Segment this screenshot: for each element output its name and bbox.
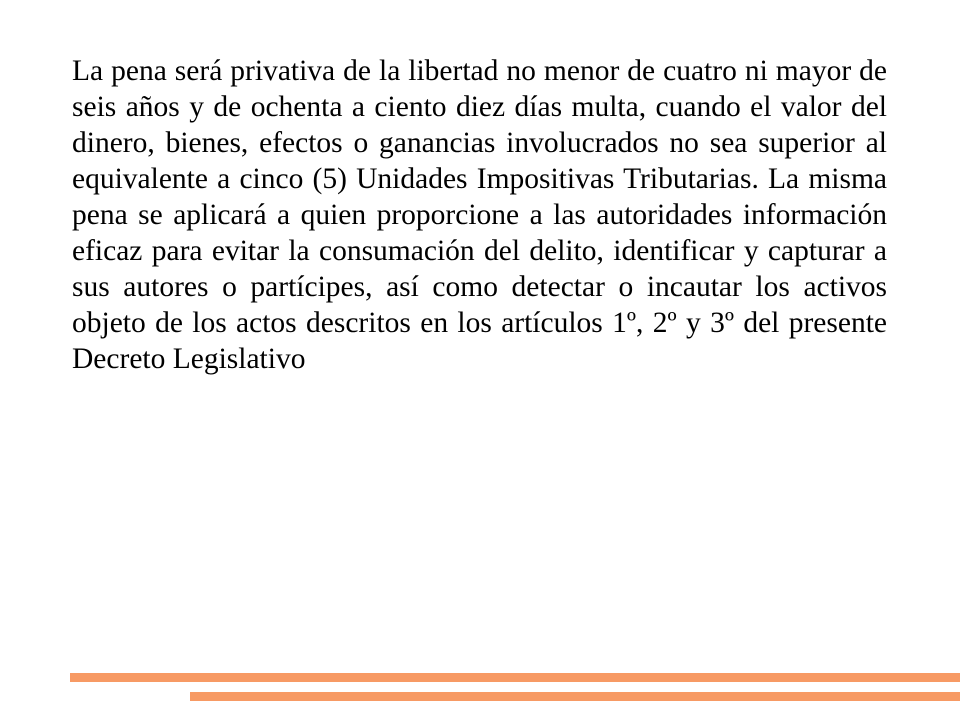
accent-bar-bottom <box>190 692 960 701</box>
slide-body-text: La pena será privativa de la libertad no menor de cuatro ni mayor de seis años y de ochenta a ciento diez días multa, cuando el valor del dinero, bienes, efectos o ganancias involucrados no sea superior al equivalente a cinco (5) Unidades Impositivas Tributarias. La misma pena se aplicará a quien proporcione a las autoridades información eficaz para evitar la consumación del delito, identificar y capturar a sus autores o partícipes, así como detectar o incautar los activos objeto de los actos descritos en los artículos 1º, 2º y 3º del presente Decreto Legislativo <box>72 55 887 375</box>
accent-bar-top <box>70 673 960 682</box>
